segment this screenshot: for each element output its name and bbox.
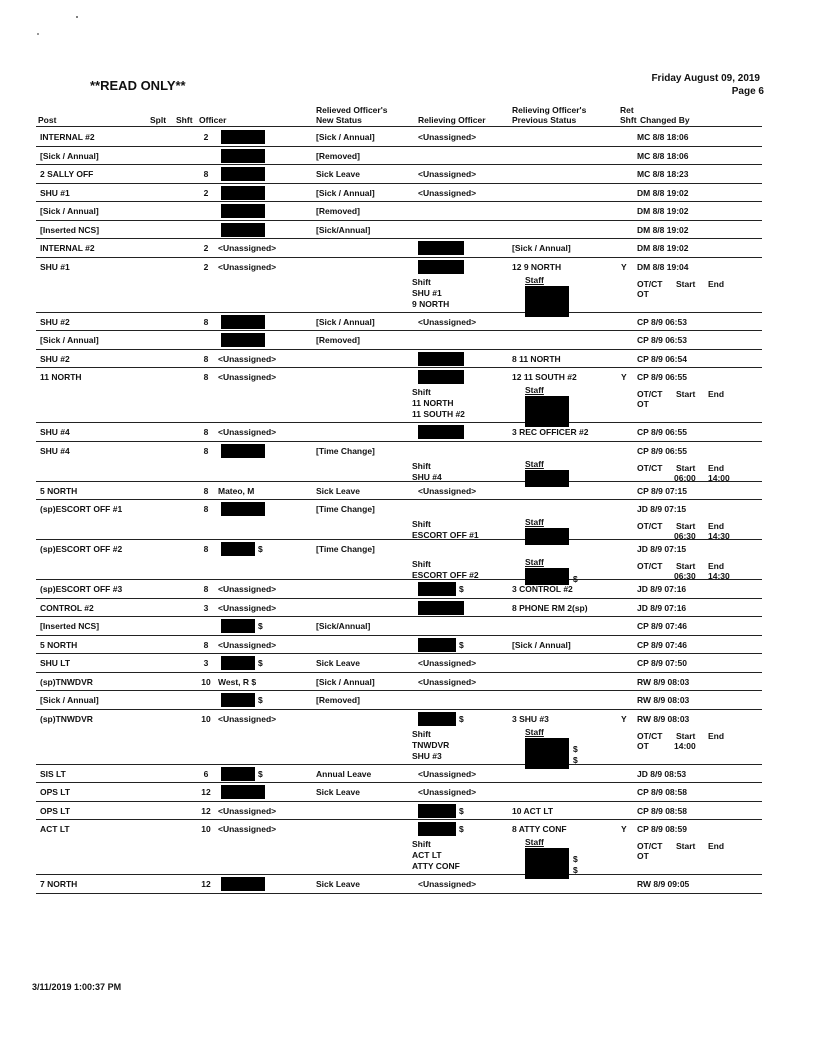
col-relieved-line1: Relieved Officer's [316,105,388,115]
officer-cell: <Unassigned> [218,261,277,272]
relieved-status-cell: Sick Leave [316,169,360,179]
relieved-status-cell: [Sick / Annual] [316,132,375,142]
changed-by-cell: DM 8/8 19:02 [637,187,689,198]
relieving-officer-cell: <Unassigned> [418,676,477,687]
changed-by-cell: DM 8/8 19:02 [637,243,689,253]
col-splt: Splt [150,115,167,125]
col-prev-line2: Previous Status [512,115,577,125]
post-cell: 7 NORTH [40,879,78,889]
ot-header: OT/CT [637,521,663,531]
relieved-status-cell: Sick Leave [316,879,360,889]
post-cell: INTERNAL #2 [40,243,95,253]
relieved-status-cell: [Sick / Annual] [316,316,375,327]
table-row [36,442,762,482]
relieved-status-cell: [Sick/Annual] [316,621,371,631]
shift-cell: 12 [201,787,211,797]
changed-by-cell: JD 8/9 07:16 [637,584,687,594]
redaction-block [221,877,265,891]
post-cell: (sp)ESCORT OFF #1 [40,504,123,514]
table-row [36,765,762,784]
col-relieving: Relieving Officer [418,115,486,125]
shift-cell: 8 [203,485,209,496]
officer-cell: <Unassigned> [218,602,277,613]
relieved-status-cell: [Sick / Annual] [316,676,375,687]
redaction-block [221,693,255,707]
shift-detail-line: ATTY CONF [412,861,460,871]
return-shift-cell: Y [621,824,627,834]
staff-label: Staff [525,557,544,567]
relieving-officer-cell: <Unassigned> [418,485,477,496]
table-row [36,368,762,423]
shift-cell: 8 [203,639,209,650]
staff-label: Staff [525,517,544,527]
officer-cell: <Unassigned> [218,372,277,382]
post-cell: [Sick / Annual] [40,206,99,216]
staff-marker: $ [573,854,578,864]
ot-value: OT [637,288,649,299]
table-row [36,802,762,821]
relieving-officer-cell: <Unassigned> [418,768,477,779]
return-shift-cell: Y [621,261,627,272]
redaction-block [221,542,255,556]
redaction-block [418,425,464,439]
changed-by-cell: CP 8/9 06:55 [637,372,687,382]
changed-by-cell: DM 8/8 19:02 [637,206,689,216]
officer-cell: <Unassigned> [218,427,277,437]
return-shift-cell: Y [621,372,627,382]
relieving-officer-cell: <Unassigned> [418,187,477,198]
ot-header: OT/CT [637,278,663,289]
changed-by-cell: RW 8/9 08:03 [637,713,690,724]
redaction-block [221,656,255,670]
read-only-label: **READ ONLY** [90,78,186,93]
shift-cell: 8 [203,427,209,437]
shift-cell: 6 [203,768,209,779]
staff-label: Staff [525,274,544,285]
table-row [36,202,762,221]
shift-cell: 2 [203,261,209,272]
shift-detail-line: Shift [412,839,431,849]
redaction-block [418,241,464,255]
shift-cell: 10 [201,713,211,724]
redaction-block [221,315,265,329]
table-row [36,221,762,240]
staff-marker: $ [573,754,578,765]
shift-cell: 12 [201,879,211,889]
redaction-block [418,352,464,366]
ot-header: OT/CT [637,389,663,399]
ot-header: OT/CT [637,462,663,473]
post-cell: INTERNAL #2 [40,132,95,142]
redaction-block [221,186,265,200]
changed-by-cell: CP 8/9 08:59 [637,824,687,834]
relieved-status-cell: [Sick / Annual] [316,187,375,198]
staff-label: Staff [525,458,544,469]
redaction-block [221,149,265,163]
relieved-status-cell: [Time Change] [316,504,375,514]
redaction-block [418,712,456,726]
relieved-status-cell: [Removed] [316,695,360,705]
redaction-block [221,444,265,458]
changed-by-cell: CP 8/9 06:53 [637,335,687,345]
redaction-block [418,822,456,836]
officer-cell: <Unassigned> [218,824,277,834]
col-relieved-line2: New Status [316,115,362,125]
shift-detail-line: Shift [412,387,431,397]
previous-status-cell: 8 ATTY CONF [512,824,567,834]
relieved-status-cell: [Time Change] [316,445,375,456]
shift-cell: 8 [203,316,209,327]
officer-cell: <Unassigned> [218,805,277,816]
col-changed-by: Changed By [640,115,690,125]
shift-detail-line: ESCORT OFF #2 [412,570,479,580]
changed-by-cell: CP 8/9 07:50 [637,658,687,668]
table-row [36,423,762,442]
post-cell: [Sick / Annual] [40,150,99,161]
redaction-block [221,333,265,347]
redaction-block [418,601,464,615]
changed-by-cell: CP 8/9 06:55 [637,427,687,437]
ot-value: 06:30 [674,531,696,541]
scan-speck [37,33,39,35]
changed-by-cell: CP 8/9 07:15 [637,485,687,496]
relieved-status-cell: Sick Leave [316,787,360,797]
previous-status-cell: [Sick / Annual] [512,639,571,650]
ot-value: 06:00 [674,472,696,483]
relieving-officer-cell: <Unassigned> [418,879,477,889]
previous-status-cell: 3 CONTROL #2 [512,584,573,594]
officer-marker: $ [258,544,263,554]
table-row [36,500,762,540]
previous-status-cell: 3 REC OFFICER #2 [512,427,589,437]
post-cell: 5 NORTH [40,485,78,496]
shift-cell: 8 [203,504,209,514]
changed-by-cell: CP 8/9 06:54 [637,353,687,364]
ot-header: End [708,278,725,289]
shift-detail-line: Shift [412,276,431,287]
changed-by-cell: RW 8/9 09:05 [637,879,690,889]
ot-header: End [708,561,725,571]
post-cell: [Sick / Annual] [40,695,99,705]
table-row [36,875,762,894]
shift-detail-line: SHU #1 [412,287,442,298]
shift-cell: 8 [203,169,209,179]
staff-marker: $ [573,574,578,584]
shift-detail-line: Shift [412,559,431,569]
officer-cell: West, R $ [218,676,257,687]
relieved-status-cell: [Removed] [316,335,360,345]
previous-status-cell: 8 PHONE RM 2(sp) [512,602,588,613]
table-row [36,710,762,765]
table-row [36,654,762,673]
ot-value: 06:30 [674,571,696,581]
table-row [36,673,762,692]
table-row [36,636,762,655]
relieving-marker: $ [459,584,464,594]
changed-by-cell: CP 8/9 08:58 [637,805,687,816]
officer-cell: <Unassigned> [218,243,277,253]
post-cell: 2 SALLY OFF [40,169,94,179]
staff-label: Staff [525,837,544,847]
shift-detail-line: SHU #3 [412,750,442,761]
redaction-block [418,638,456,652]
shift-detail-line: Shift [412,519,431,529]
relieving-officer-cell: <Unassigned> [418,787,477,797]
post-cell: SHU #2 [40,353,70,364]
shift-detail-line: 11 NORTH [412,398,454,408]
shift-detail-line: 9 NORTH [412,298,450,309]
shift-cell: 8 [203,584,209,594]
shift-cell: 12 [201,805,211,816]
page-number: Page 6 [731,86,764,97]
relieved-status-cell: [Removed] [316,150,360,161]
relieved-status-cell: [Time Change] [316,544,375,554]
shift-detail-line: Shift [412,728,431,739]
post-cell: OPS LT [40,805,71,816]
staff-label: Staff [525,726,544,737]
changed-by-cell: CP 8/9 08:58 [637,787,687,797]
redaction-block [221,130,265,144]
previous-status-cell: 3 SHU #3 [512,713,549,724]
relieved-status-cell: [Removed] [316,206,360,216]
ot-value: 14:30 [708,571,730,581]
redaction-block [418,804,456,818]
table-row [36,350,762,369]
col-shft: Shft [176,115,193,125]
post-cell: SHU LT [40,658,71,668]
report-date: Friday August 09, 2019 [651,73,760,84]
table-row [36,617,762,636]
post-cell: (sp)ESCORT OFF #3 [40,584,123,594]
shift-cell: 2 [203,187,209,198]
ot-header: End [708,389,725,399]
redaction-block [221,167,265,181]
previous-status-cell: 12 9 NORTH [512,261,562,272]
shift-detail-line: ESCORT OFF #1 [412,530,479,540]
changed-by-cell: MC 8/8 18:06 [637,150,689,161]
relieving-officer-cell: <Unassigned> [418,658,477,668]
shift-cell: 2 [203,243,209,253]
table-row [36,313,762,332]
redaction-block [418,260,464,274]
relieved-status-cell: Sick Leave [316,658,360,668]
col-ret-line2: Shft [620,115,637,125]
previous-status-cell: 12 11 SOUTH #2 [512,372,577,382]
redaction-block [418,582,456,596]
officer-marker: $ [258,695,263,705]
relieving-marker: $ [459,805,464,816]
table-row [36,599,762,618]
post-cell: (sp)ESCORT OFF #2 [40,544,123,554]
relieved-status-cell: Sick Leave [316,485,360,496]
col-prev-line1: Relieving Officer's [512,105,587,115]
staff-marker: $ [573,865,578,875]
scan-speck [76,16,78,18]
changed-by-cell: CP 8/9 06:53 [637,316,687,327]
officer-marker: $ [258,621,263,631]
changed-by-cell: MC 8/8 18:06 [637,132,689,142]
table-row [36,165,762,184]
table-row [36,239,762,258]
col-officer: Officer [199,115,227,125]
post-cell: (sp)TNWDVR [40,676,93,687]
shift-detail-line: ACT LT [412,850,442,860]
changed-by-cell: JD 8/9 07:15 [637,504,687,514]
redaction-block [221,223,265,237]
ot-header: OT/CT [637,841,663,851]
shift-detail-line: SHU #4 [412,471,442,482]
officer-marker: $ [258,768,263,779]
post-cell: 5 NORTH [40,639,78,650]
post-cell: [Inserted NCS] [40,621,100,631]
post-cell: SHU #4 [40,427,70,437]
ot-header: End [708,730,725,741]
post-cell: ACT LT [40,824,70,834]
ot-header: Start [676,278,696,289]
staff-label: Staff [525,385,544,395]
changed-by-cell: RW 8/9 08:03 [637,695,690,705]
previous-status-cell: [Sick / Annual] [512,243,571,253]
ot-header: End [708,841,725,851]
changed-by-cell: CP 8/9 07:46 [637,639,687,650]
ot-header: Start [676,389,696,399]
post-cell: SHU #1 [40,187,70,198]
changed-by-cell: DM 8/8 19:02 [637,224,689,235]
changed-by-cell: CP 8/9 07:46 [637,621,687,631]
ot-header: Start [676,521,696,531]
ot-value: OT [637,851,649,861]
post-cell: 11 NORTH [40,372,82,382]
ot-header: End [708,462,725,473]
ot-header: Start [676,841,696,851]
shift-cell: 3 [203,658,209,668]
redaction-block [221,767,255,781]
shift-detail-line: 11 SOUTH #2 [412,409,465,419]
post-cell: SHU #2 [40,316,70,327]
changed-by-cell: RW 8/9 08:03 [637,676,690,687]
table-row [36,147,762,166]
changed-by-cell: JD 8/9 07:15 [637,544,687,554]
post-cell: [Sick / Annual] [40,335,99,345]
relieving-marker: $ [459,824,464,834]
previous-status-cell: 10 ACT LT [512,805,554,816]
ot-value: 14:00 [674,740,696,751]
post-cell: SIS LT [40,768,66,779]
shift-cell: 8 [203,544,209,554]
return-shift-cell: Y [621,713,627,724]
table-row [36,482,762,501]
col-ret-line1: Ret [620,105,634,115]
officer-cell: Mateo, M [218,485,255,496]
officer-marker: $ [258,658,263,668]
post-cell: [Inserted NCS] [40,224,100,235]
shift-cell: 8 [203,353,209,364]
print-timestamp: 3/11/2019 1:00:37 PM [32,982,122,992]
officer-cell: <Unassigned> [218,584,277,594]
ot-header: OT/CT [637,730,663,741]
officer-cell: <Unassigned> [218,353,277,364]
redaction-block [418,370,464,384]
changed-by-cell: JD 8/9 07:16 [637,602,687,613]
shift-cell: 8 [203,372,209,382]
shift-cell: 8 [203,445,209,456]
redaction-block [221,204,265,218]
shift-cell: 3 [203,602,209,613]
staff-marker: $ [573,743,578,754]
ot-header: Start [676,462,696,473]
redaction-block [221,785,265,799]
post-cell: SHU #1 [40,261,70,272]
shift-detail-line: Shift [412,460,431,471]
officer-cell: <Unassigned> [218,713,277,724]
table-row [36,783,762,802]
ot-value: 14:30 [708,531,730,541]
changed-by-cell: JD 8/9 08:53 [637,768,687,779]
ot-value: 14:00 [708,472,730,483]
log-table [36,128,762,894]
relieving-officer-cell: <Unassigned> [418,316,477,327]
redaction-block [221,502,265,516]
table-row [36,540,762,584]
table-row [36,691,762,710]
redaction-block [221,619,255,633]
shift-cell: 2 [203,132,209,142]
changed-by-cell: MC 8/8 18:23 [637,169,689,179]
table-row [36,580,762,599]
shift-cell: 10 [201,824,211,834]
ot-header: OT/CT [637,561,663,571]
header-rule [36,126,762,127]
changed-by-cell: DM 8/8 19:04 [637,261,689,272]
shift-cell: 10 [201,676,211,687]
table-row [36,331,762,350]
officer-cell: <Unassigned> [218,639,277,650]
relieved-status-cell: [Sick/Annual] [316,224,371,235]
post-cell: CONTROL #2 [40,602,94,613]
col-post: Post [38,115,57,125]
table-row [36,820,762,875]
post-cell: OPS LT [40,787,71,797]
relieving-officer-cell: <Unassigned> [418,132,477,142]
table-row [36,184,762,203]
ot-header: Start [676,730,696,741]
relieving-marker: $ [459,713,464,724]
shift-detail-line: TNWDVR [412,739,450,750]
post-cell: (sp)TNWDVR [40,713,93,724]
previous-status-cell: 8 11 NORTH [512,353,561,364]
table-row [36,128,762,147]
ot-header: Start [676,561,696,571]
changed-by-cell: CP 8/9 06:55 [637,445,687,456]
table-row [36,258,762,313]
relieved-status-cell: Annual Leave [316,768,372,779]
relieving-marker: $ [459,639,464,650]
relieving-officer-cell: <Unassigned> [418,169,477,179]
ot-header: End [708,521,725,531]
ot-value: OT [637,399,649,409]
post-cell: SHU #4 [40,445,70,456]
ot-value: OT [637,740,649,751]
